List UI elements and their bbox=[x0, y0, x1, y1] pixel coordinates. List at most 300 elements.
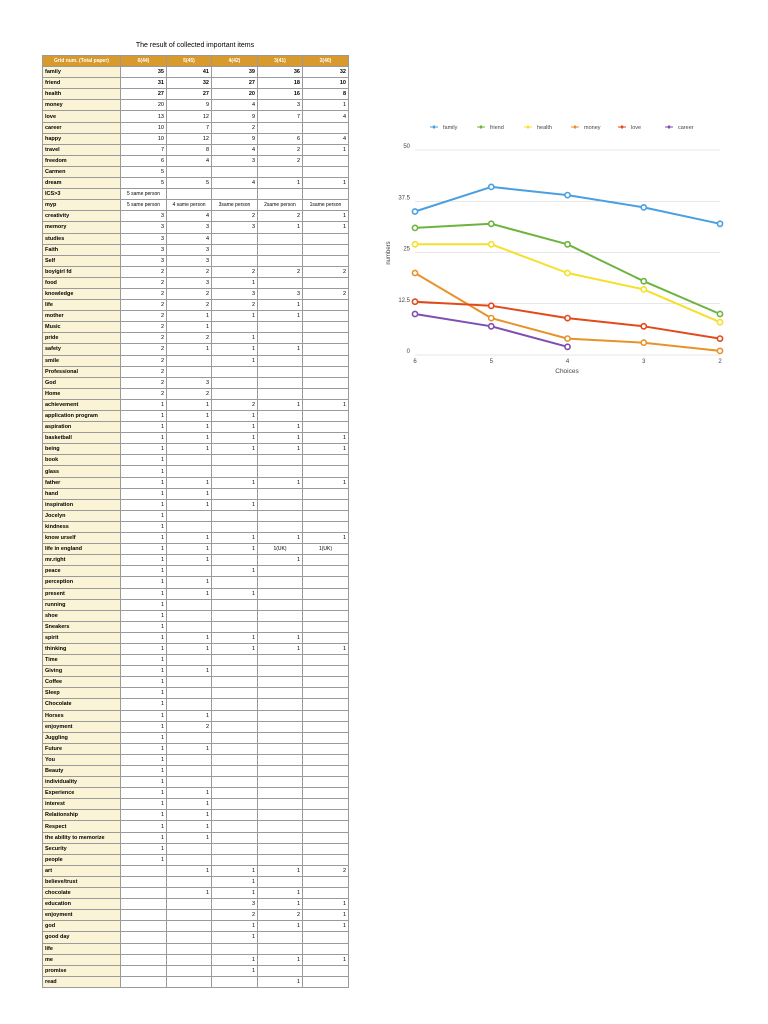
table-cell bbox=[121, 932, 167, 943]
table-cell: 1 bbox=[258, 865, 303, 876]
row-label: Juggling bbox=[43, 732, 121, 743]
table-row bbox=[43, 743, 349, 754]
table-cell: 27 bbox=[212, 78, 258, 89]
table-cell: 2 bbox=[121, 266, 167, 277]
row-label: enjoyment bbox=[43, 721, 121, 732]
table-row bbox=[43, 399, 349, 410]
table-cell bbox=[167, 854, 212, 865]
row-label: Jocelyn bbox=[43, 510, 121, 521]
table-row bbox=[43, 688, 349, 699]
table-cell bbox=[303, 976, 349, 987]
row-label: mother bbox=[43, 311, 121, 322]
table-cell bbox=[212, 610, 258, 621]
table-row bbox=[43, 888, 349, 899]
table-cell: 1 bbox=[212, 876, 258, 887]
table-cell: 1 bbox=[167, 810, 212, 821]
table-cell: 1 bbox=[121, 655, 167, 666]
data-point bbox=[412, 299, 417, 304]
row-label: dream bbox=[43, 178, 121, 189]
table-cell: 3 bbox=[167, 222, 212, 233]
legend-label: career bbox=[678, 125, 694, 131]
row-label: knowledge bbox=[43, 288, 121, 299]
row-label: life in england bbox=[43, 544, 121, 555]
series-health bbox=[412, 242, 722, 325]
table-cell: 3 bbox=[167, 377, 212, 388]
table-row bbox=[43, 899, 349, 910]
row-label: Future bbox=[43, 743, 121, 754]
row-label: love bbox=[43, 111, 121, 122]
table-cell: 9 bbox=[212, 133, 258, 144]
data-point bbox=[565, 270, 570, 275]
table-cell bbox=[167, 766, 212, 777]
table-cell bbox=[258, 754, 303, 765]
table-cell bbox=[212, 854, 258, 865]
table-cell bbox=[121, 876, 167, 887]
table-cell: 2 bbox=[121, 388, 167, 399]
table-cell: 1 bbox=[121, 643, 167, 654]
table-cell bbox=[303, 499, 349, 510]
table-cell bbox=[303, 666, 349, 677]
table-cell bbox=[212, 677, 258, 688]
table-cell: 1 bbox=[212, 544, 258, 555]
table-cell: 1 bbox=[121, 777, 167, 788]
row-label: money bbox=[43, 100, 121, 111]
table-cell bbox=[212, 599, 258, 610]
table-cell bbox=[258, 510, 303, 521]
table-cell bbox=[303, 277, 349, 288]
legend-label: family bbox=[443, 125, 458, 131]
table-row bbox=[43, 288, 349, 299]
table-cell bbox=[258, 843, 303, 854]
table-cell: 1 bbox=[303, 910, 349, 921]
chart-series bbox=[412, 184, 722, 353]
table-row bbox=[43, 621, 349, 632]
table-cell: 2 bbox=[121, 355, 167, 366]
table-cell: 1 bbox=[167, 533, 212, 544]
table-cell: 1(UK) bbox=[258, 544, 303, 555]
table-cell: 1 bbox=[167, 788, 212, 799]
table-cell bbox=[258, 610, 303, 621]
table-cell: 1 bbox=[303, 211, 349, 222]
y-tick-label: 50 bbox=[403, 144, 410, 150]
table-row bbox=[43, 821, 349, 832]
table-cell: 18 bbox=[258, 78, 303, 89]
table-cell: 1 bbox=[258, 178, 303, 189]
row-label: family bbox=[43, 67, 121, 78]
table-cell bbox=[303, 255, 349, 266]
table-cell bbox=[303, 854, 349, 865]
table-cell bbox=[303, 732, 349, 743]
table-cell: 2 bbox=[303, 288, 349, 299]
row-label: Home bbox=[43, 388, 121, 399]
table-cell bbox=[258, 521, 303, 532]
table-cell: 2 bbox=[121, 333, 167, 344]
table-cell bbox=[212, 666, 258, 677]
table-cell: 4 same person bbox=[167, 200, 212, 211]
table-cell: 12 bbox=[167, 111, 212, 122]
table-cell bbox=[258, 488, 303, 499]
table-row bbox=[43, 300, 349, 311]
table-cell bbox=[258, 366, 303, 377]
row-label: present bbox=[43, 588, 121, 599]
table-row bbox=[43, 255, 349, 266]
y-tick-label: 0 bbox=[406, 349, 410, 355]
table-cell bbox=[303, 743, 349, 754]
table-cell bbox=[303, 843, 349, 854]
row-label: Relationship bbox=[43, 810, 121, 821]
table-cell bbox=[258, 588, 303, 599]
table-cell: 2 bbox=[258, 211, 303, 222]
table-cell: 1 bbox=[121, 677, 167, 688]
table-cell: 1 bbox=[121, 555, 167, 566]
table-cell bbox=[303, 555, 349, 566]
table-cell bbox=[303, 233, 349, 244]
table-cell bbox=[303, 333, 349, 344]
table-cell bbox=[258, 455, 303, 466]
table-cell bbox=[258, 255, 303, 266]
table-cell bbox=[258, 277, 303, 288]
table-cell: 1 bbox=[303, 178, 349, 189]
table-row bbox=[43, 854, 349, 865]
table-row bbox=[43, 832, 349, 843]
table-row bbox=[43, 555, 349, 566]
table-cell: 3 bbox=[121, 233, 167, 244]
table-cell bbox=[303, 754, 349, 765]
table-cell: 8 bbox=[167, 144, 212, 155]
row-label: memory bbox=[43, 222, 121, 233]
series-line bbox=[415, 244, 720, 322]
row-label: believe/trust bbox=[43, 876, 121, 887]
table-row bbox=[43, 932, 349, 943]
table-cell: 1 bbox=[167, 666, 212, 677]
table-cell bbox=[167, 876, 212, 887]
table-cell: 2 bbox=[167, 300, 212, 311]
table-row bbox=[43, 178, 349, 189]
table-row bbox=[43, 488, 349, 499]
table-row bbox=[43, 433, 349, 444]
table-cell: 1 bbox=[121, 821, 167, 832]
row-label: Beauty bbox=[43, 766, 121, 777]
table-cell bbox=[167, 366, 212, 377]
table-row bbox=[43, 122, 349, 133]
table-cell bbox=[167, 943, 212, 954]
row-label: friend bbox=[43, 78, 121, 89]
table-row bbox=[43, 954, 349, 965]
y-tick-label: 37.5 bbox=[398, 195, 410, 202]
legend-label: money bbox=[584, 125, 601, 131]
table-cell bbox=[258, 577, 303, 588]
legend-marker bbox=[573, 125, 577, 129]
row-label: travel bbox=[43, 144, 121, 155]
table-row bbox=[43, 277, 349, 288]
table-cell: 1 bbox=[258, 433, 303, 444]
table-cell bbox=[303, 166, 349, 177]
table-row bbox=[43, 810, 349, 821]
table-row bbox=[43, 155, 349, 166]
table-cell: 1 bbox=[258, 954, 303, 965]
table-cell: 1 bbox=[167, 888, 212, 899]
data-point bbox=[717, 336, 722, 341]
table-cell: 1 bbox=[167, 477, 212, 488]
row-label: book bbox=[43, 455, 121, 466]
table-cell: 1 bbox=[212, 333, 258, 344]
table-cell: 1 bbox=[121, 788, 167, 799]
data-point bbox=[565, 316, 570, 321]
legend-marker bbox=[479, 125, 483, 129]
table-row bbox=[43, 788, 349, 799]
table-cell bbox=[258, 932, 303, 943]
row-label: You bbox=[43, 754, 121, 765]
row-label: application program bbox=[43, 411, 121, 422]
table-cell bbox=[258, 677, 303, 688]
data-point bbox=[641, 340, 646, 345]
table-cell bbox=[303, 244, 349, 255]
table-row bbox=[43, 411, 349, 422]
table-cell: 1 bbox=[258, 344, 303, 355]
table-row bbox=[43, 666, 349, 677]
table-cell: 1 bbox=[167, 555, 212, 566]
table-cell: 1 bbox=[212, 355, 258, 366]
table-cell: 1 bbox=[303, 921, 349, 932]
table-cell: 2 bbox=[212, 211, 258, 222]
table-cell bbox=[303, 821, 349, 832]
table-row bbox=[43, 865, 349, 876]
table-row bbox=[43, 643, 349, 654]
table-cell bbox=[258, 388, 303, 399]
row-label: education bbox=[43, 899, 121, 910]
table-cell bbox=[303, 155, 349, 166]
table-row bbox=[43, 588, 349, 599]
row-label: god bbox=[43, 921, 121, 932]
x-tick-label: 5 bbox=[489, 359, 493, 365]
table-row bbox=[43, 965, 349, 976]
row-label: ICS>3 bbox=[43, 189, 121, 200]
table-cell: 1 bbox=[121, 743, 167, 754]
table-row bbox=[43, 466, 349, 477]
table-row bbox=[43, 355, 349, 366]
table-cell bbox=[167, 621, 212, 632]
table-cell: 1 bbox=[212, 932, 258, 943]
table-cell: 3 bbox=[212, 899, 258, 910]
table-cell: 5 bbox=[167, 178, 212, 189]
table-cell bbox=[258, 666, 303, 677]
table-cell: 32 bbox=[167, 78, 212, 89]
table-cell bbox=[303, 122, 349, 133]
y-tick-label: 25 bbox=[403, 246, 410, 253]
table-row bbox=[43, 133, 349, 144]
row-label: studies bbox=[43, 233, 121, 244]
table-row bbox=[43, 510, 349, 521]
table-cell: 2 bbox=[167, 721, 212, 732]
table-cell bbox=[121, 865, 167, 876]
table-cell bbox=[303, 710, 349, 721]
table-cell bbox=[212, 799, 258, 810]
table-cell: 1 bbox=[121, 610, 167, 621]
x-tick-label: 6 bbox=[413, 359, 417, 365]
y-tick-label: 12.5 bbox=[398, 297, 410, 304]
table-cell: 2 bbox=[258, 155, 303, 166]
row-label: Carmen bbox=[43, 166, 121, 177]
table-cell: 1 bbox=[212, 277, 258, 288]
table-cell bbox=[167, 976, 212, 987]
row-label: Professional bbox=[43, 366, 121, 377]
y-axis-label: numbers bbox=[386, 241, 392, 265]
table-row bbox=[43, 533, 349, 544]
table-row bbox=[43, 222, 349, 233]
table-cell bbox=[258, 189, 303, 200]
table-row bbox=[43, 521, 349, 532]
table-cell: 1 bbox=[121, 566, 167, 577]
table-cell: 3 bbox=[121, 244, 167, 255]
row-label: Chocolate bbox=[43, 699, 121, 710]
table-cell bbox=[258, 821, 303, 832]
row-label: God bbox=[43, 377, 121, 388]
table-row bbox=[43, 876, 349, 887]
table-cell: 1 bbox=[167, 311, 212, 322]
table-cell bbox=[167, 777, 212, 788]
table-cell bbox=[212, 843, 258, 854]
table-cell: 1same person bbox=[303, 200, 349, 211]
table-row bbox=[43, 710, 349, 721]
table-cell: 12 bbox=[167, 133, 212, 144]
row-label: hand bbox=[43, 488, 121, 499]
table-cell: 1 bbox=[121, 721, 167, 732]
row-label: basketball bbox=[43, 433, 121, 444]
row-label: art bbox=[43, 865, 121, 876]
table-cell: 1 bbox=[258, 632, 303, 643]
table-cell: 3 bbox=[258, 288, 303, 299]
table-cell: 1 bbox=[303, 100, 349, 111]
table-cell: 1 bbox=[303, 222, 349, 233]
table-row bbox=[43, 200, 349, 211]
table-cell bbox=[212, 455, 258, 466]
table-cell: 2 bbox=[167, 266, 212, 277]
data-point bbox=[412, 225, 417, 230]
series-money bbox=[412, 270, 722, 353]
table-cell bbox=[167, 910, 212, 921]
table-cell bbox=[212, 810, 258, 821]
table-cell: 3 bbox=[258, 100, 303, 111]
data-point bbox=[717, 348, 722, 353]
table-cell: 27 bbox=[167, 89, 212, 100]
table-cell: 1 bbox=[121, 666, 167, 677]
header-cell: 3(41) bbox=[258, 56, 303, 67]
table-row bbox=[43, 976, 349, 987]
data-point bbox=[641, 279, 646, 284]
table-cell: 1 bbox=[212, 444, 258, 455]
table-cell: 2 bbox=[258, 910, 303, 921]
table-row bbox=[43, 499, 349, 510]
table-cell bbox=[303, 355, 349, 366]
table-row bbox=[43, 311, 349, 322]
table-cell bbox=[258, 655, 303, 666]
table-cell: 2same person bbox=[258, 200, 303, 211]
table-cell bbox=[212, 189, 258, 200]
line-chart bbox=[368, 115, 728, 385]
table-cell bbox=[167, 965, 212, 976]
table-cell: 3 bbox=[121, 255, 167, 266]
table-row bbox=[43, 422, 349, 433]
table-cell: 1 bbox=[121, 455, 167, 466]
table-cell: 2 bbox=[121, 311, 167, 322]
table-row bbox=[43, 477, 349, 488]
table-cell: 1 bbox=[258, 921, 303, 932]
table-cell bbox=[303, 422, 349, 433]
data-point bbox=[717, 311, 722, 316]
table-cell: 4 bbox=[212, 178, 258, 189]
table-cell bbox=[258, 743, 303, 754]
table-cell: 1 bbox=[121, 544, 167, 555]
table-cell bbox=[121, 965, 167, 976]
table-cell: 1 bbox=[167, 433, 212, 444]
table-cell bbox=[167, 599, 212, 610]
data-point bbox=[641, 205, 646, 210]
table-cell: 1 bbox=[258, 444, 303, 455]
table-cell: 1 bbox=[167, 632, 212, 643]
row-label: safety bbox=[43, 344, 121, 355]
table-cell: 3 bbox=[121, 211, 167, 222]
table-cell bbox=[303, 189, 349, 200]
table-cell bbox=[258, 166, 303, 177]
row-label: career bbox=[43, 122, 121, 133]
table-cell: 1 bbox=[121, 732, 167, 743]
row-label: read bbox=[43, 976, 121, 987]
table-cell bbox=[303, 943, 349, 954]
table-cell bbox=[212, 521, 258, 532]
table-row bbox=[43, 89, 349, 100]
data-point bbox=[489, 303, 494, 308]
table-cell: 1 bbox=[121, 444, 167, 455]
table-row bbox=[43, 111, 349, 122]
table-cell: 2 bbox=[121, 377, 167, 388]
table-row bbox=[43, 211, 349, 222]
table-cell: 1 bbox=[258, 300, 303, 311]
table-cell: 1 bbox=[121, 799, 167, 810]
table-row bbox=[43, 444, 349, 455]
table-cell bbox=[167, 688, 212, 699]
table-cell bbox=[303, 766, 349, 777]
table-cell: 1 bbox=[167, 399, 212, 410]
row-label: father bbox=[43, 477, 121, 488]
table-row bbox=[43, 699, 349, 710]
table-cell: 1 bbox=[121, 521, 167, 532]
data-point bbox=[489, 184, 494, 189]
data-point bbox=[412, 209, 417, 214]
table-cell: 1 bbox=[212, 344, 258, 355]
table-cell bbox=[303, 888, 349, 899]
table-cell bbox=[303, 632, 349, 643]
table-cell: 1 bbox=[167, 577, 212, 588]
table-cell: 2 bbox=[212, 399, 258, 410]
table-cell bbox=[258, 943, 303, 954]
table-cell: 1 bbox=[212, 422, 258, 433]
row-label: health bbox=[43, 89, 121, 100]
row-label: know urself bbox=[43, 533, 121, 544]
table-cell bbox=[167, 921, 212, 932]
row-label: freedom bbox=[43, 155, 121, 166]
table-cell: 1 bbox=[121, 422, 167, 433]
table-cell bbox=[258, 699, 303, 710]
table-cell: 4 bbox=[303, 133, 349, 144]
data-point bbox=[641, 287, 646, 292]
table-cell bbox=[212, 166, 258, 177]
table-cell: 1 bbox=[167, 832, 212, 843]
table-cell bbox=[303, 621, 349, 632]
y-axis-ticks bbox=[398, 144, 410, 355]
row-label: glass bbox=[43, 466, 121, 477]
table-body bbox=[43, 67, 349, 988]
table-cell: 16 bbox=[258, 89, 303, 100]
